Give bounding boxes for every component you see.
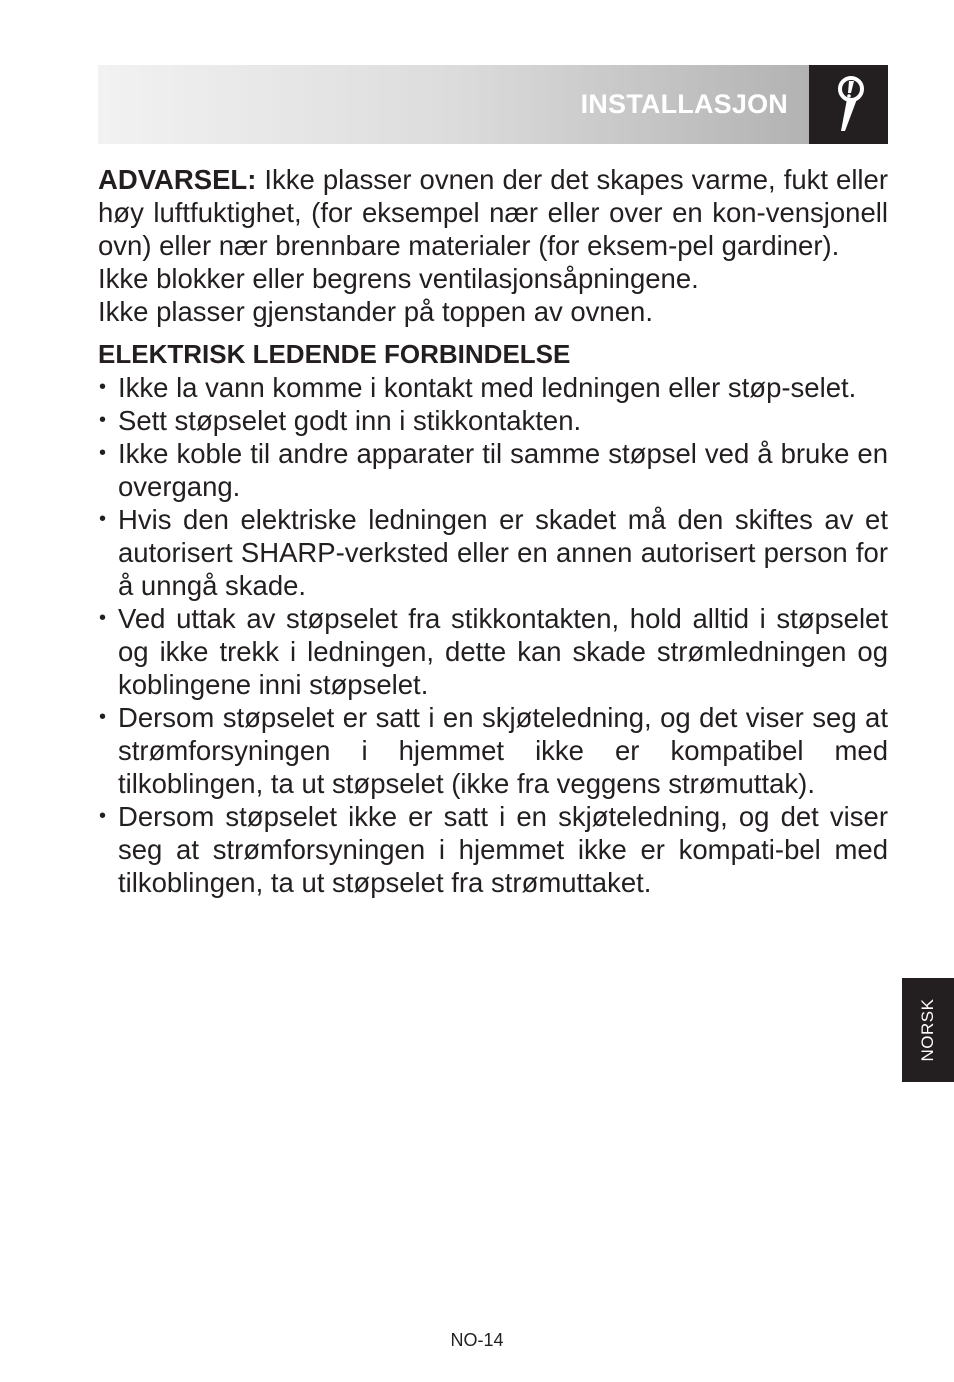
warning-exclamation-icon <box>831 75 867 135</box>
page-content <box>98 163 888 899</box>
electrical-section-title: ELEKTRISK LEDENDE FORBINDELSE <box>98 339 571 369</box>
ventilation-note: Ikke blokker eller begrens ventilasjonsåpningene. <box>98 263 699 294</box>
bullet-item: • Hvis den elektriske ledningen er skadet må den skiftes av et autorisert SHARP-verksted eller en annen autorisert person for å unngå skade. <box>99 504 888 601</box>
electrical-bullet-list <box>98 371 888 899</box>
bullet-item: • Sett støpselet godt inn i stikkontakten. <box>99 405 582 436</box>
warning-text: Ikke plasser ovnen der det skapes varme, fukt eller høy luftfuktighet, (for eksempel nær eller over en kon-vensjonell ovn) eller nær brennbare materialer (for eksem-pel gardiner). <box>98 164 888 261</box>
bullet-item: • Dersom støpselet er satt i en skjøteledning, og det viser seg at strømforsyningen i hjemmet ikke er kompatibel med tilkoblingen, ta ut støpselet (ikke fra veggens strømuttak). <box>99 702 888 799</box>
warning-paragraph <box>98 163 888 262</box>
language-tab-label: NORSK <box>918 998 937 1062</box>
top-placement-note: Ikke plasser gjenstander på toppen av ovnen. <box>98 296 653 327</box>
page-number: NO-14 <box>450 1330 504 1350</box>
section-title: INSTALLASJON <box>580 89 788 119</box>
header-icon-box <box>809 65 888 144</box>
bullet-item: • Ikke la vann komme i kontakt med ledningen eller støp-selet. <box>99 372 857 403</box>
bullet-item: • Ved uttak av støpselet fra stikkontakten, hold alltid i støpselet og ikke trekk i ledningen, dette kan skade strømledningen og koblingene inni støpselet. <box>99 603 888 700</box>
section-header <box>98 65 888 144</box>
language-tab <box>902 978 954 1082</box>
warning-label: ADVARSEL: <box>98 164 257 195</box>
bullet-item: • Dersom støpselet ikke er satt i en skjøteledning, og det viser seg at strømforsyningen i hjemmet ikke er kompati-bel med tilkoblingen, ta ut støpselet fra strømuttaket. <box>99 801 888 898</box>
bullet-item: • Ikke koble til andre apparater til samme støpsel ved å bruke en overgang. <box>99 438 888 502</box>
